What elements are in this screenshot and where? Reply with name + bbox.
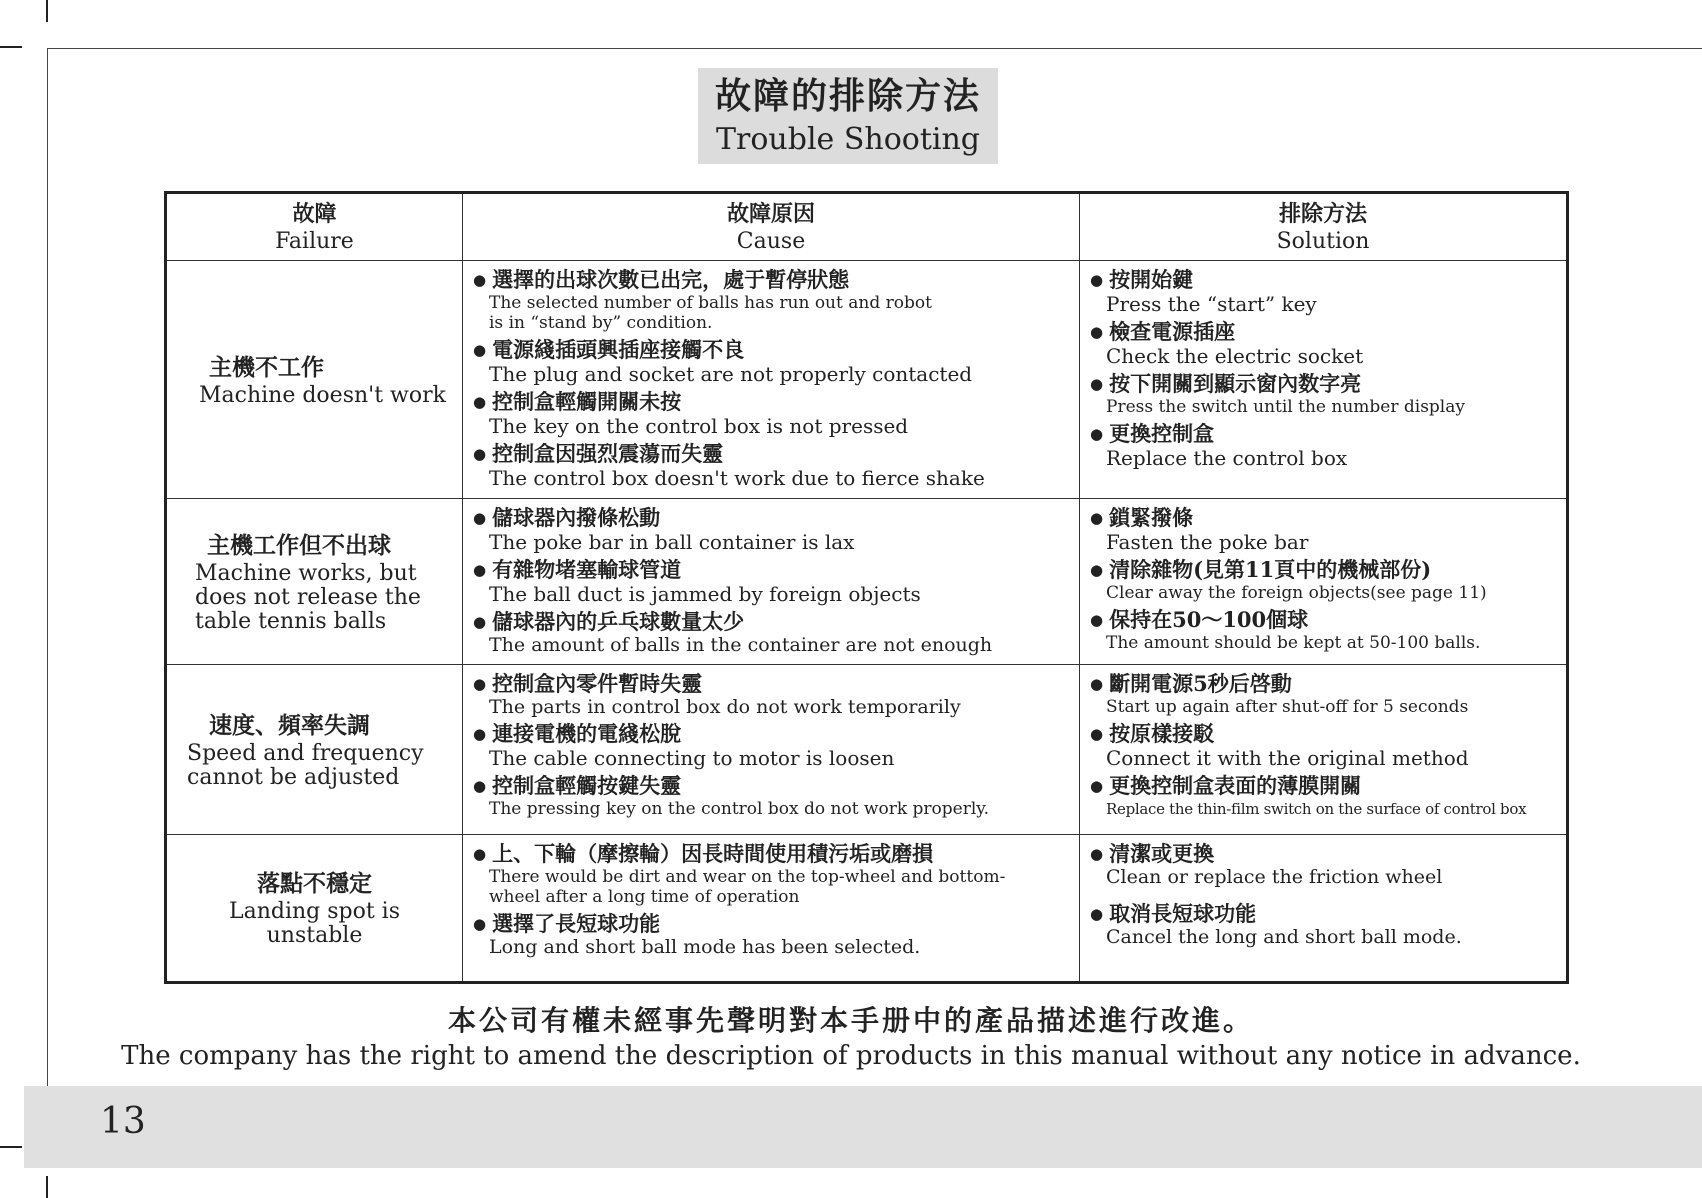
list-item: ● 選擇了長短球功能 Long and short ball mode has been selected. — [473, 911, 1073, 957]
list-item: ● 按下開關到顯示窗內数字亮 Press the switch until the number display — [1090, 371, 1560, 417]
list-item: ● 上、下輪（摩擦輪）因長時間使用積污垢或磨損 There would be dirt and wear on the top-wheel and bottom-wheel after a long time of operation — [473, 841, 1073, 907]
list-item: ● 連接電機的電綫松脫 The cable connecting to motor is loosen — [473, 721, 1073, 769]
list-item: ● 儲球器內撥條松動 The poke bar in ball container is lax — [473, 505, 1073, 553]
list-item: ● 選擇的出球次數已出完，處于暫停狀態 The selected number of balls has run out and robot is in “stand by” condition. — [473, 267, 1073, 333]
cause-cell — [463, 835, 1080, 983]
failure-cell: 落點不穩定 Landing spot is unstable — [166, 835, 463, 983]
crop-mark — [46, 0, 48, 22]
solution-cell — [1080, 261, 1568, 499]
header-cause: 故障原因 Cause — [463, 193, 1080, 261]
crop-mark — [0, 46, 22, 48]
list-item: ● 清除雜物(見第11頁中的機械部份) Clear away the foreign objects(see page 11) — [1090, 557, 1560, 603]
table-row — [166, 499, 1568, 665]
list-item: ● 控制盒內零件暫時失靈 The parts in control box do not work temporarily — [473, 671, 1073, 717]
page-number: 13 — [100, 1101, 146, 1142]
table-row — [166, 665, 1568, 835]
list-item: ● 清潔或更換 Clean or replace the friction wheel — [1090, 841, 1560, 887]
solution-cell — [1080, 835, 1568, 983]
title-english: Trouble Shooting — [716, 122, 980, 157]
list-item: ● 取消長短球功能 Cancel the long and short ball mode. — [1090, 901, 1560, 947]
footer-band — [24, 1086, 1702, 1168]
table-row — [166, 261, 1568, 499]
list-item: ● 按原樣接駁 Connect it with the original method — [1090, 721, 1560, 769]
list-item: ● 檢查電源插座 Check the electric socket — [1090, 319, 1560, 367]
list-item: ● 按開始鍵 Press the “start” key — [1090, 267, 1560, 315]
list-item: ● 更換控制盒表面的薄膜開關 Replace the thin-film switch on the surface of control box — [1090, 773, 1560, 819]
list-item: ● 保持在50～100個球 The amount should be kept at 50-100 balls. — [1090, 607, 1560, 653]
list-item: ● 儲球器內的乒乓球數量太少 The amount of balls in the container are not enough — [473, 609, 1073, 655]
list-item: ● 鎖緊撥條 Fasten the poke bar — [1090, 505, 1560, 553]
list-item: ● 更換控制盒 Replace the control box — [1090, 421, 1560, 469]
list-item: ● 斷開電源5秒后啓動 Start up again after shut-off for 5 seconds — [1090, 671, 1560, 717]
troubleshooting-table — [164, 191, 1569, 984]
cause-cell — [463, 499, 1080, 665]
solution-cell — [1080, 665, 1568, 835]
notice-chinese: 本公司有權未經事先聲明對本手册中的產品描述進行改進。 — [447, 1004, 1254, 1037]
header-failure: 故障 Failure — [166, 193, 463, 261]
crop-mark — [0, 1146, 22, 1148]
list-item: ● 電源綫插頭興插座接觸不良 The plug and socket are not properly contacted — [473, 337, 1073, 385]
failure-cell: 主機工作但不出球 Machine works, but does not release the table tennis balls — [166, 499, 463, 665]
cause-cell — [463, 261, 1080, 499]
table-row — [166, 835, 1568, 983]
solution-cell — [1080, 499, 1568, 665]
notice-english: The company has the right to amend the description of products in this manual without any notice in advance. — [121, 1041, 1581, 1071]
failure-cell: 主機不工作 Machine doesn't work — [166, 261, 463, 499]
cause-cell — [463, 665, 1080, 835]
page-title — [698, 68, 998, 164]
title-chinese: 故障的排除方法 — [714, 75, 981, 117]
list-item: ● 有雜物堵塞輸球管道 The ball duct is jammed by foreign objects — [473, 557, 1073, 605]
table-header-row — [166, 193, 1568, 261]
failure-cell: 速度、頻率失調 Speed and frequency cannot be adjusted — [166, 665, 463, 835]
list-item: ● 控制盒輕觸按鍵失靈 The pressing key on the control box do not work properly. — [473, 773, 1073, 819]
header-solution: 排除方法 Solution — [1080, 193, 1568, 261]
crop-mark — [46, 1176, 48, 1198]
list-item: ● 控制盒因强烈震蕩而失靈 The control box doesn't work due to fierce shake — [473, 441, 1073, 489]
list-item: ● 控制盒輕觸開關未按 The key on the control box is not pressed — [473, 389, 1073, 437]
